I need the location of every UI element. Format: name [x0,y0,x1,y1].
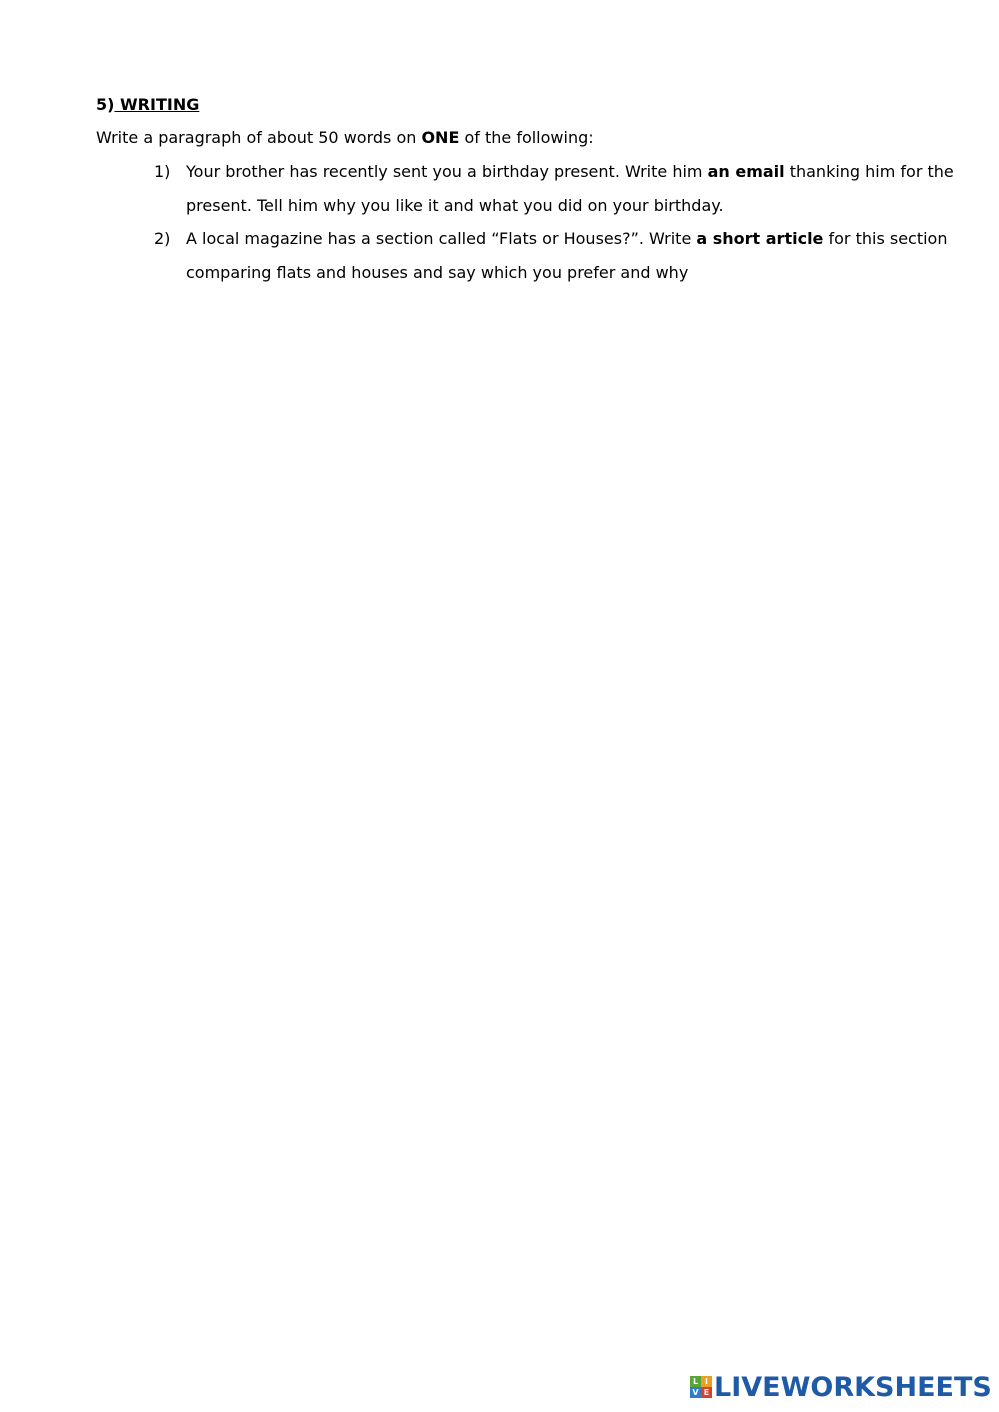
section-number: 5) [96,95,115,114]
task-number: 1) [154,162,171,181]
task-post: thanking him for the present. Tell him why you like it and what you did on your birthday. [186,162,954,215]
task-bold: a short article [696,229,824,248]
instruction-bold: ONE [421,128,460,147]
logo-block: L [690,1376,701,1387]
instruction-pre: Write a paragraph of about 50 words on [96,128,422,147]
task-bold: an email [707,162,785,181]
task-pre: Your brother has recently sent you a birthday present. Write him [186,162,708,181]
task-pre: A local magazine has a section called “Flats or Houses?”. Write [186,229,697,248]
task-number: 2) [154,229,171,248]
task-post: for this section comparing flats and houses and say which you prefer and why [186,229,948,282]
instruction-post: of the following: [459,128,594,147]
logo-block: I [701,1376,712,1387]
instruction-text [96,127,594,149]
liveworksheets-logo [690,1370,992,1404]
logo-blocks-icon [690,1376,712,1398]
logo-block: V [690,1387,701,1398]
logo-wordmark: LIVEWORKSHEETS [714,1371,992,1403]
logo-block: E [701,1387,712,1398]
section-heading [96,94,199,116]
task-item-2 [154,222,954,290]
section-title: WRITING [114,95,200,114]
task-text [186,155,954,223]
task-text [186,222,954,290]
task-item-1 [154,155,954,223]
